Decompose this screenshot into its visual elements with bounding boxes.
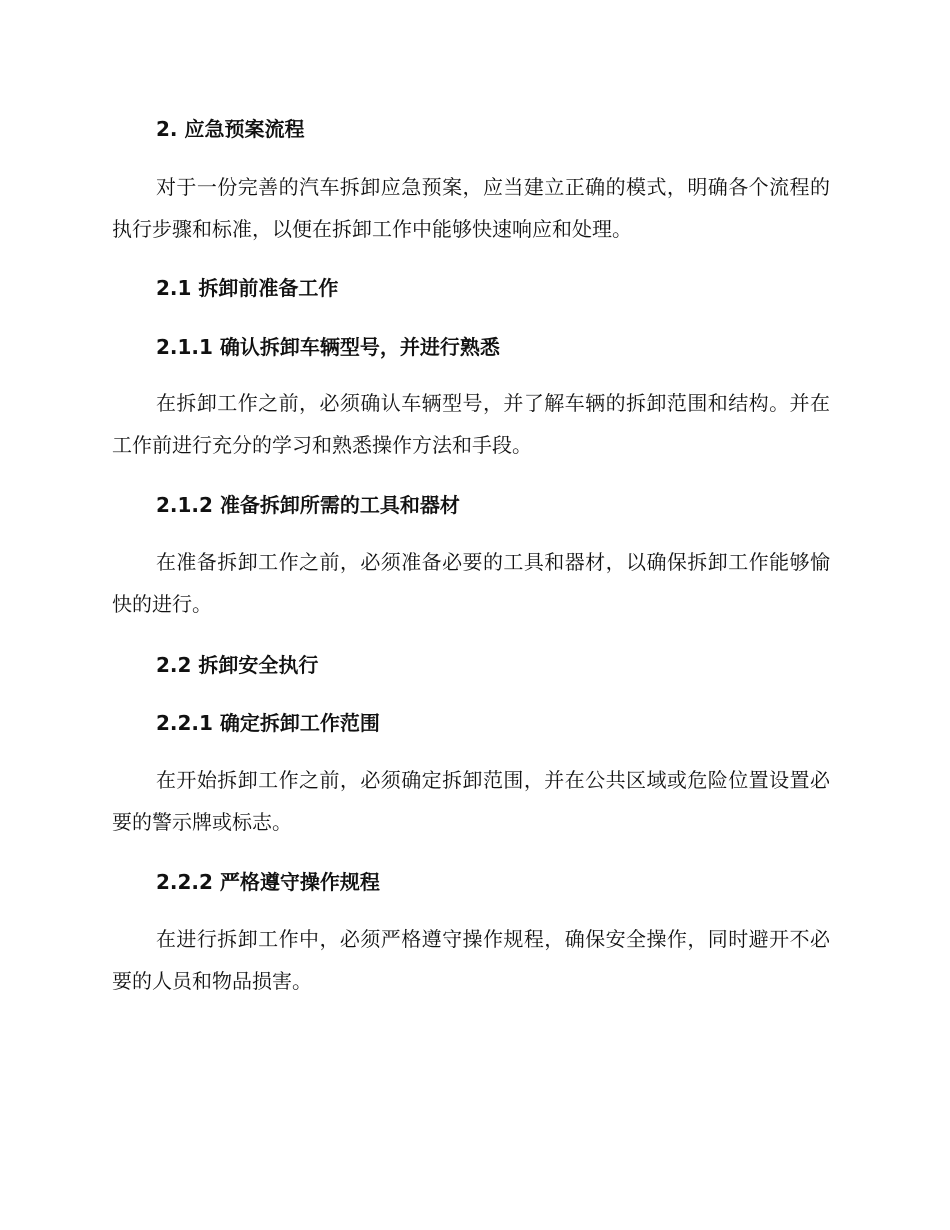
section-2-1-2-paragraph: 在准备拆卸工作之前，必须准备必要的工具和器材，以确保拆卸工作能够愉快的进行。 [112, 550, 830, 616]
section-2-1-heading: 2.1 拆卸前准备工作 [156, 276, 339, 300]
section-2-2-heading: 2.2 拆卸安全执行 [156, 653, 319, 677]
section-2-2-1-paragraph: 在开始拆卸工作之前，必须确定拆卸范围，并在公共区域或危险位置设置必要的警示牌或标志。 [112, 768, 830, 834]
section-2-1-1-heading: 2.1.1 确认拆卸车辆型号，并进行熟悉 [156, 335, 500, 359]
section-2-2-2-paragraph: 在进行拆卸工作中，必须严格遵守操作规程，确保安全操作，同时避开不必要的人员和物品损害。 [112, 927, 830, 993]
section-2-1-2-heading: 2.1.2 准备拆卸所需的工具和器材 [156, 493, 460, 517]
section-2-heading: 2. 应急预案流程 [156, 117, 305, 141]
section-2-2-1-heading: 2.2.1 确定拆卸工作范围 [156, 711, 380, 735]
section-2-1-1-paragraph: 在拆卸工作之前，必须确认车辆型号，并了解车辆的拆卸范围和结构。并在工作前进行充分的学习和熟悉操作方法和手段。 [112, 391, 830, 457]
section-2-intro-paragraph: 对于一份完善的汽车拆卸应急预案，应当建立正确的模式，明确各个流程的执行步骤和标准，以便在拆卸工作中能够快速响应和处理。 [112, 175, 830, 241]
section-2-2-2-heading: 2.2.2 严格遵守操作规程 [156, 870, 380, 894]
